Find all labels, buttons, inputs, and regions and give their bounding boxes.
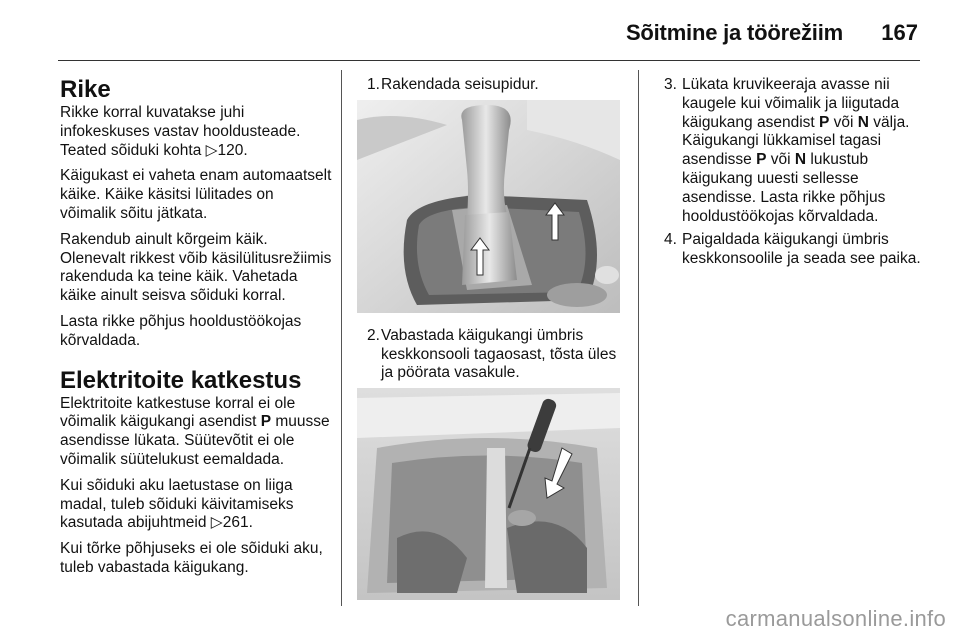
step-1: 1. Rakendada seisupidur. bbox=[367, 76, 539, 93]
column-divider-1 bbox=[341, 70, 342, 606]
page-number: 167 bbox=[881, 20, 918, 45]
column-divider-2 bbox=[638, 70, 639, 606]
step-4: 4. Paigaldada käigukangi ümbris keskkonsoolile ja seada see paika. bbox=[664, 231, 921, 268]
gear-lever-illustration bbox=[357, 100, 620, 313]
column-2 bbox=[357, 76, 627, 614]
paragraph: Rakendub ainult kõrgeim käik. Olenevalt rikkest võib käsilülitusrežiimis rakenduda ka teine käik. Vahetada käike ainult seisva sõiduki korral. bbox=[60, 230, 332, 305]
step-3: 3. Lükata kruvikeeraja avasse nii kaugele kui võimalik ja liigutada käigukang asendist P või N välja. Käigukangi lükkamisel tagasi asendisse P või N lukustub käigukang uuesti sellesse asendisse. Lasta rikke põhjus hooldustöökojas kõrvaldada. bbox=[664, 76, 910, 225]
page-reference-arrow-icon: ▷ bbox=[210, 514, 223, 532]
section-heading-power-failure: Elektritoite katkestus bbox=[60, 366, 302, 394]
running-header-title: Sõitmine ja töörežiim bbox=[625, 20, 843, 45]
watermark: carmanualsonline.info bbox=[725, 606, 946, 631]
paragraph: Rikke korral kuvatakse juhi infokeskuses vastav hooldusteade. Teated sõiduki kohta ▷120. bbox=[60, 104, 301, 159]
page-reference-link[interactable]: 120. bbox=[217, 141, 248, 159]
screwdriver-release-illustration bbox=[357, 388, 620, 600]
column-3 bbox=[652, 76, 927, 274]
page-reference-arrow-icon: ▷ bbox=[205, 141, 218, 159]
page-reference-link[interactable]: 261. bbox=[222, 514, 253, 532]
section-heading-rike: Rike bbox=[60, 76, 111, 103]
paragraph: Elektritoite katkestuse korral ei ole võimalik käigukangi asendist P muusse asendisse lükata. Süütevõtit ei ole võimalik süütelukust eemaldada. bbox=[60, 394, 330, 468]
header-divider bbox=[58, 60, 920, 61]
step-2: 2. Vabastada käigukangi ümbris keskkonsooli tagaosast, tõsta üles ja pöörata vasakule. bbox=[367, 326, 617, 382]
paragraph: Lasta rikke põhjus hooldustöökojas kõrvaldada. bbox=[60, 312, 302, 349]
column-1 bbox=[60, 76, 332, 585]
paragraph: Käigukast ei vaheta enam automaatselt käike. Käike käsitsi lülitades on võimalik sõitu jätkata. bbox=[60, 167, 332, 222]
paragraph: Kui tõrke põhjuseks ei ole sõiduki aku, tuleb vabastada käigukang. bbox=[60, 540, 323, 576]
paragraph: Kui sõiduki aku laetustase on liiga madal, tuleb sõiduki käivitamiseks kasutada abijuhtmeid ▷261. bbox=[60, 476, 294, 532]
